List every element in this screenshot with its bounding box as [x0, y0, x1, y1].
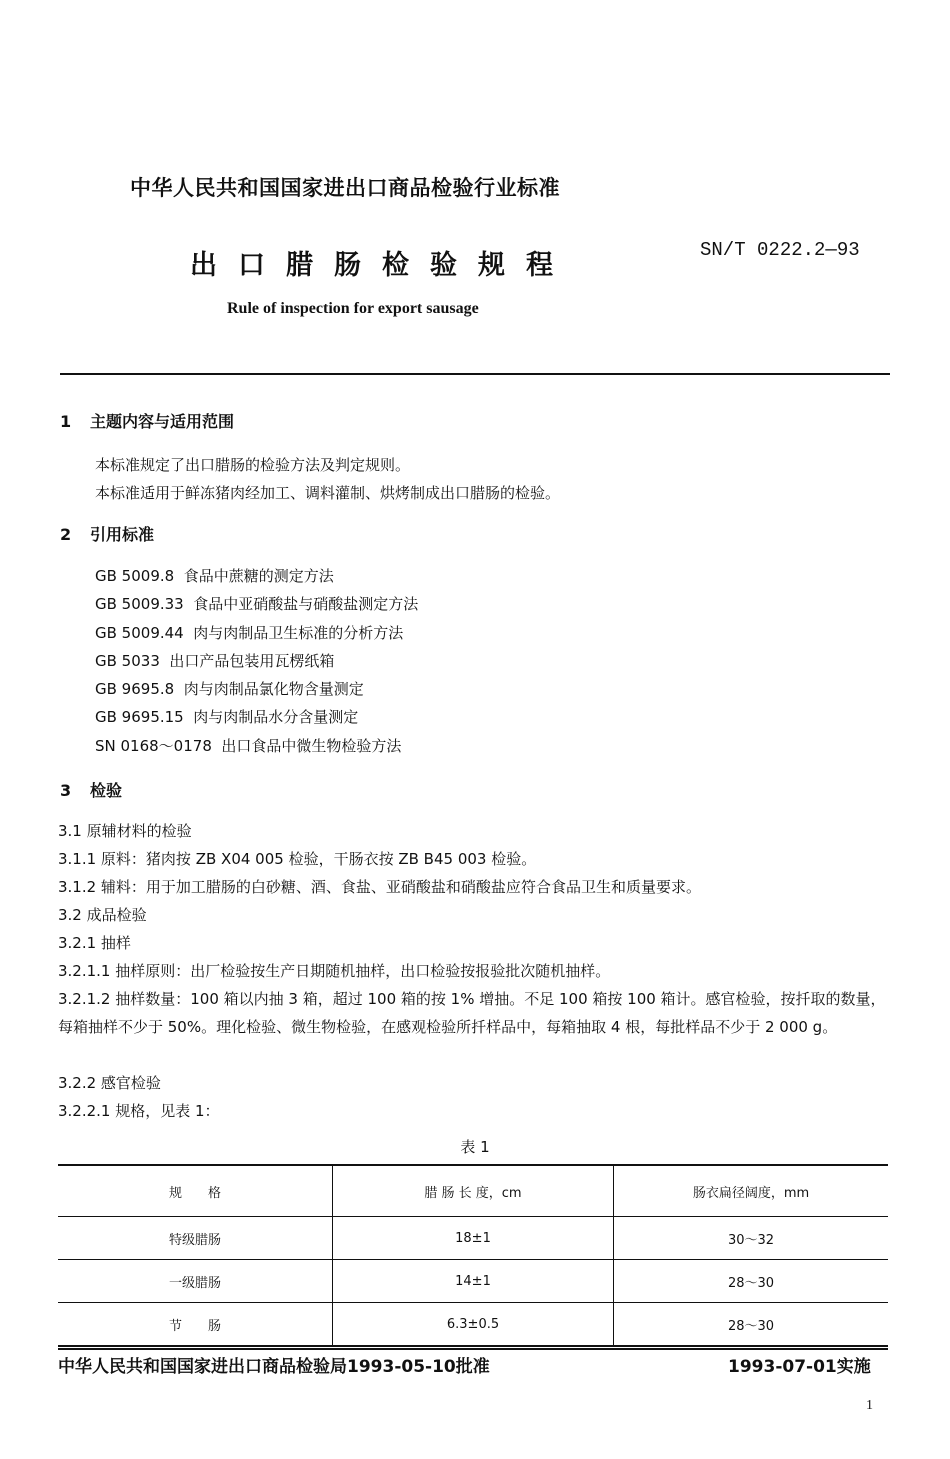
table-cell: 14±1 [333, 1260, 614, 1303]
list-item [95, 562, 418, 590]
implementation-date: 1993-07-01实施 [728, 1357, 871, 1377]
list-item [95, 732, 418, 760]
section-3-heading [60, 778, 122, 801]
paragraph: 本标准规定了出口腊肠的检验方法及判定规则。 [95, 456, 411, 474]
footer-divider [58, 1348, 888, 1350]
ref-name: 肉与肉制品水分含量测定 [193, 708, 359, 727]
clause: 3.1 原辅材料的检验 [58, 822, 192, 840]
section-1-body [95, 451, 560, 507]
issuing-organization: 中华人民共和国国家进出口商品检验行业标准 [130, 176, 560, 200]
clause: 3.1.2 辅料：用于加工腊肠的白砂糖、酒、食盐、亚硝酸盐和硝酸盐应符合食品卫生和质量要求。 [58, 878, 701, 896]
clause: 3.1.1 原料：猪肉按 ZB X04 005 检验，干肠衣按 ZB B45 003 检验。 [58, 850, 537, 868]
list-item [95, 703, 418, 731]
page-number: 1 [866, 1398, 873, 1413]
ref-code: GB 5033 [95, 651, 160, 670]
ref-name: 食品中蔗糖的测定方法 [183, 567, 334, 585]
ref-code: GB 9695.15 [95, 708, 184, 727]
table-row [58, 1303, 888, 1347]
table-cell: 18±1 [333, 1217, 614, 1260]
table-cell: 28～30 [614, 1303, 889, 1347]
list-item [95, 619, 418, 647]
clause: 3.2.2 感官检验 [58, 1074, 161, 1092]
column-header: 规 格 [58, 1165, 333, 1217]
ref-code: GB 5009.44 [95, 623, 184, 642]
section-title: 检验 [90, 781, 123, 800]
section-title: 主题内容与适用范围 [90, 412, 235, 431]
table-cell: 28～30 [614, 1260, 889, 1303]
clause: 3.2.1 抽样 [58, 934, 131, 952]
english-title: Rule of inspection for export sausage [227, 300, 479, 317]
section-number: 3 [60, 781, 72, 800]
ref-name: 食品中亚硝酸盐与硝酸盐测定方法 [193, 595, 419, 614]
section-title: 引用标准 [90, 525, 155, 544]
column-header: 肠衣扁径阔度，mm [614, 1165, 889, 1217]
list-item [95, 647, 418, 675]
table-cell: 特级腊肠 [58, 1217, 333, 1260]
table-header-row [58, 1165, 888, 1217]
spec-table [58, 1164, 888, 1347]
table-caption: 表 1 [460, 1138, 490, 1156]
section-1-heading [60, 409, 234, 432]
section-number: 2 [60, 525, 72, 544]
clause: 3.2.2.1 规格，见表 1： [58, 1102, 220, 1120]
ref-code: GB 5009.33 [95, 595, 184, 614]
section-2-heading [60, 522, 154, 545]
column-header: 腊 肠 长 度，cm [333, 1165, 614, 1217]
table-cell: 6.3±0.5 [333, 1303, 614, 1347]
ref-name: 肉与肉制品氯化物含量测定 [183, 680, 364, 699]
table-cell: 一级腊肠 [58, 1260, 333, 1303]
ref-name: 肉与肉制品卫生标准的分析方法 [193, 623, 404, 642]
clause: 3.2.1.2 抽样数量：100 箱以内抽 3 箱，超过 100 箱的按 1% 增抽。不足 100 箱按 100 箱计。感官检验，按扦取的数量，每箱抽样不少于 50%。理化检验、微生物检验，在感观检验所扦样品中，每箱抽取 4 根，每批样品不少于 2 000 g。 [58, 990, 886, 1036]
reference-list [95, 562, 418, 760]
list-item [95, 675, 418, 703]
clause: 3.2 成品检验 [58, 906, 147, 924]
table-cell: 节 肠 [58, 1303, 333, 1347]
ref-code: GB 9695.8 [95, 680, 175, 699]
document-title: 出口腊肠检验规程 [190, 250, 574, 281]
table-cell: 30～32 [614, 1217, 889, 1260]
section-number: 1 [60, 412, 72, 431]
table-row [58, 1260, 888, 1303]
table-row [58, 1217, 888, 1260]
paragraph: 本标准适用于鲜冻猪肉经加工、调料灌制、烘烤制成出口腊肠的检验。 [95, 484, 561, 502]
ref-code: GB 5009.8 [95, 567, 175, 585]
ref-code: SN 0168～0178 [95, 736, 212, 755]
section-3-body [58, 817, 893, 1125]
clause: 3.2.1.1 抽样原则：出厂检验按生产日期随机抽样，出口检验按报验批次随机抽样。 [58, 962, 611, 980]
ref-name: 出口食品中微生物检验方法 [221, 736, 402, 755]
approval-date: 中华人民共和国国家进出口商品检验局1993-05-10批准 [58, 1357, 490, 1377]
ref-name: 出口产品包装用瓦楞纸箱 [169, 651, 335, 670]
list-item [95, 590, 418, 618]
standard-code: SN/T 0222.2—93 [700, 239, 860, 261]
header-divider [60, 373, 890, 375]
